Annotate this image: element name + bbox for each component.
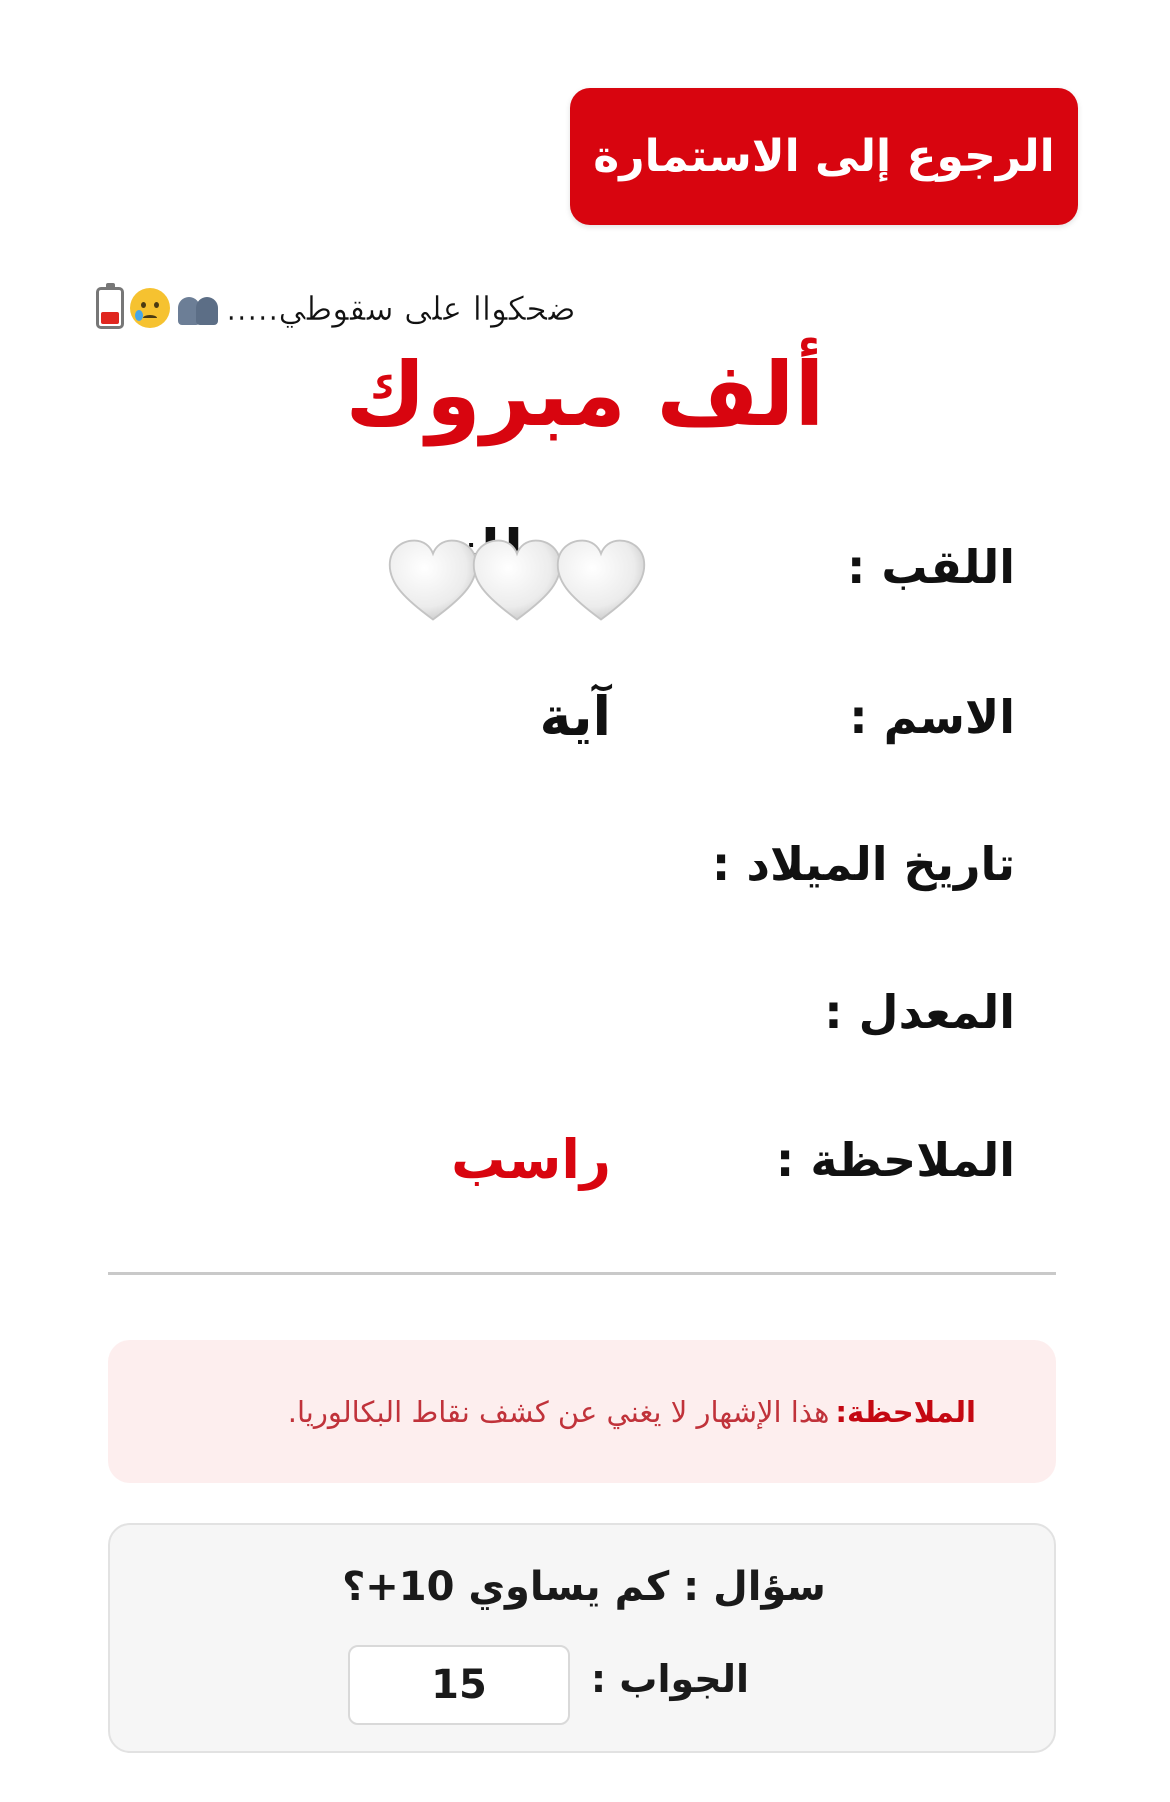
name-label: الاسم :	[849, 690, 1015, 744]
hearts-sticker	[386, 535, 638, 625]
back-to-form-button[interactable]: الرجوع إلى الاستمارة	[570, 88, 1078, 225]
story-caption	[96, 283, 576, 333]
congrats-title: ألف مبروك	[345, 343, 825, 446]
people-emoji-icon	[176, 291, 220, 325]
remark-value: راسب	[451, 1128, 611, 1191]
white-heart-icon	[470, 535, 564, 625]
disclaimer-notice	[108, 1340, 1056, 1483]
white-heart-icon	[386, 535, 480, 625]
name-value: آية	[539, 685, 611, 748]
birth-date-row	[115, 824, 1015, 904]
average-row	[115, 972, 1015, 1052]
average-label: المعدل :	[824, 985, 1015, 1039]
captcha-question-box	[108, 1523, 1056, 1753]
crying-face-emoji-icon	[130, 288, 170, 328]
low-battery-emoji-icon	[96, 287, 124, 329]
caption-text: ضحكواا على سقوطي.....	[226, 288, 576, 328]
answer-label: الجواب :	[590, 1657, 749, 1701]
notice-text: هذا الإشهار لا يغني عن كشف نقاط البكالوريا.	[287, 1394, 830, 1429]
question-text: سؤال : كم يساوي 10+؟	[342, 1564, 826, 1610]
notice-label: الملاحظة:	[835, 1394, 976, 1429]
name-row	[115, 677, 1015, 757]
remark-label: الملاحظة :	[775, 1133, 1015, 1187]
birth-date-label: تاريخ الميلاد :	[711, 837, 1015, 891]
answer-input[interactable]	[348, 1645, 570, 1725]
lakab-label: اللقب :	[846, 540, 1015, 594]
white-heart-icon	[554, 535, 648, 625]
divider	[108, 1272, 1056, 1275]
remark-row	[115, 1120, 1015, 1200]
